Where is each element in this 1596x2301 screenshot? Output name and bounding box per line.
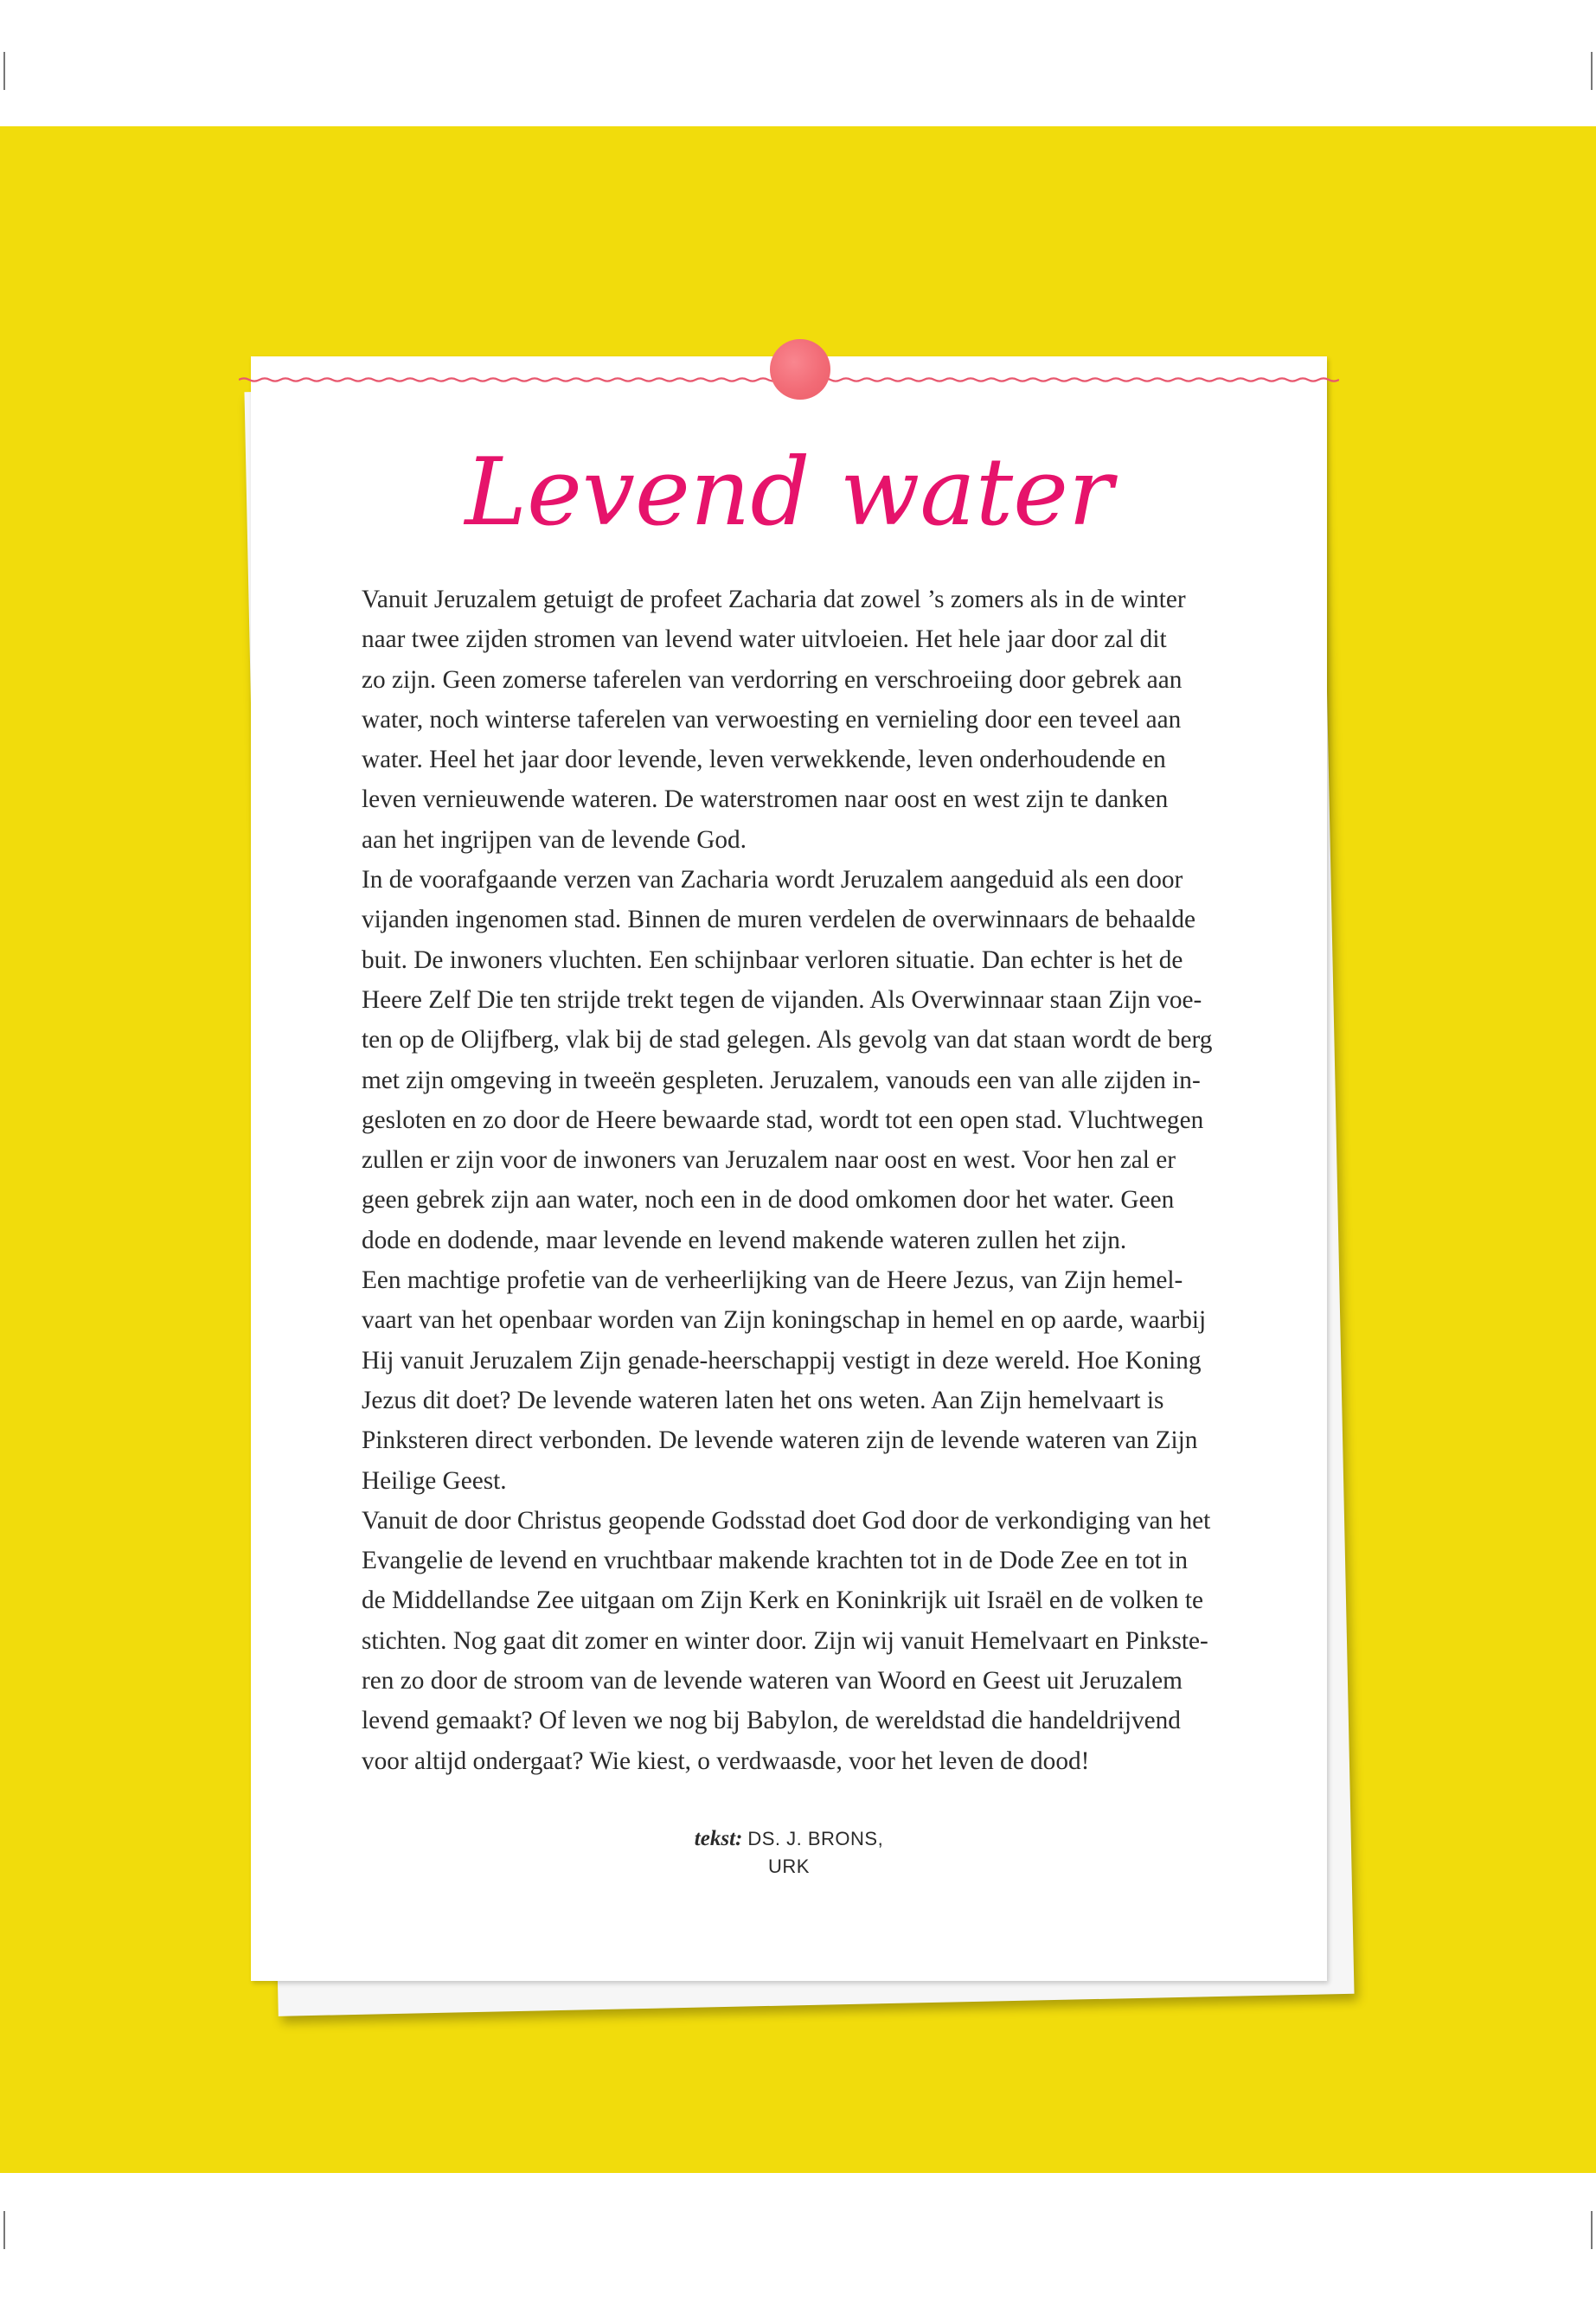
- crop-mark-bottom-right: [1591, 2211, 1593, 2249]
- body-line: vijanden ingenomen stad. Binnen de muren verdelen de overwinnaars de behaalde: [362, 906, 1196, 934]
- body-line: water. Heel het jaar door levende, leven verwekkende, leven onderhoudende en: [362, 746, 1166, 774]
- body-line: In de voorafgaande verzen van Zacharia wordt Jeruzalem aangeduid als een door: [362, 866, 1183, 894]
- body-line: aan het ingrijpen van de levende God.: [362, 825, 747, 854]
- body-line: Heilige Geest.: [362, 1466, 507, 1495]
- body-line: Vanuit Jeruzalem getuigt de profeet Zacharia dat zowel ’s zomers als in de winter: [362, 586, 1186, 613]
- article-title: Levend water: [465, 439, 1113, 547]
- crop-mark-top-left: [3, 52, 5, 90]
- body-line: voor altijd ondergaat? Wie kiest, o verdwaasde, voor het leven de dood!: [362, 1747, 1090, 1775]
- body-line: de Middellandse Zee uitgaan om Zijn Kerk en Koninkrijk uit Israël en de volken te: [362, 1586, 1204, 1615]
- body-line: zo zijn. Geen zomerse taferelen van verdorring en verschroeiing door gebrek aan: [362, 665, 1183, 694]
- body-line: vaart van het openbaar worden van Zijn koningschap in hemel en op aarde, waarbij: [362, 1306, 1207, 1335]
- body-line: dode en dodende, maar levende en levend makende wateren zullen het zijn.: [362, 1226, 1127, 1254]
- crop-mark-top-right: [1591, 52, 1593, 90]
- body-line: geen gebrek zijn aan water, noch een in de dood omkomen door het water. Geen: [362, 1186, 1175, 1215]
- body-line: water, noch winterse taferelen van verwoesting en vernieling door een teveel aan: [362, 705, 1182, 734]
- body-line: Vanuit de door Christus geopende Godsstad doet God door de verkondiging van het: [362, 1506, 1211, 1535]
- author-credit: [251, 1825, 1327, 1881]
- body-line: ren zo door de stroom van de levende wateren van Woord en Geest uit Jeruzalem: [362, 1667, 1183, 1695]
- body-line: Evangelie de levend en vruchtbaar makende krachten tot in de Dode Zee en tot in: [362, 1547, 1189, 1575]
- credit-author: DS. J. BRONS,: [747, 1828, 884, 1849]
- body-line: stichten. Nog gaat dit zomer en winter door. Zijn wij vanuit Hemelvaart en Pinkste-: [362, 1626, 1208, 1655]
- body-line: levend gemaakt? Of leven we nog bij Babylon, de wereldstad die handeldrijvend: [362, 1707, 1181, 1735]
- body-line: Pinksteren direct verbonden. De levende wateren zijn de levende wateren van Zijn: [362, 1426, 1198, 1455]
- body-line: Hij vanuit Jeruzalem Zijn genade-heerschappij vestigt in deze wereld. Hoe Koning: [362, 1346, 1202, 1375]
- article-body: [362, 580, 1218, 1781]
- body-line: zullen er zijn voor de inwoners van Jeruzalem naar oost en west. Voor hen zal er: [362, 1146, 1176, 1175]
- body-line: gesloten en zo door de Heere bewaarde stad, wordt tot een open stad. Vluchtwegen: [362, 1106, 1204, 1134]
- body-line: buit. De inwoners vluchten. Een schijnbaar verloren situatie. Dan echter is het de: [362, 945, 1183, 974]
- crop-mark-bottom-left: [3, 2211, 5, 2249]
- body-line: ten op de Olijfberg, vlak bij de stad gelegen. Als gevolg van dat staan wordt de berg: [362, 1026, 1213, 1054]
- body-line: Jezus dit doet? De levende wateren laten het ons weten. Aan Zijn hemelvaart is: [362, 1386, 1164, 1414]
- body-line: met zijn omgeving in tweeën gespleten. Jeruzalem, vanouds een van alle zijden in-: [362, 1066, 1201, 1094]
- credit-label: tekst:: [694, 1827, 743, 1850]
- body-line: leven vernieuwende wateren. De waterstromen naar oost en west zijn te danken: [362, 785, 1169, 814]
- pin-icon: [770, 339, 830, 400]
- body-line: naar twee zijden stromen van levend water uitvloeien. Het hele jaar door zal dit: [362, 625, 1167, 654]
- credit-place: URK: [768, 1856, 810, 1877]
- body-line: Heere Zelf Die ten strijde trekt tegen de vijanden. Als Overwinnaar staan Zijn voe-: [362, 985, 1202, 1014]
- body-line: Een machtige profetie van de verheerlijking van de Heere Jezus, van Zijn hemel-: [362, 1266, 1183, 1295]
